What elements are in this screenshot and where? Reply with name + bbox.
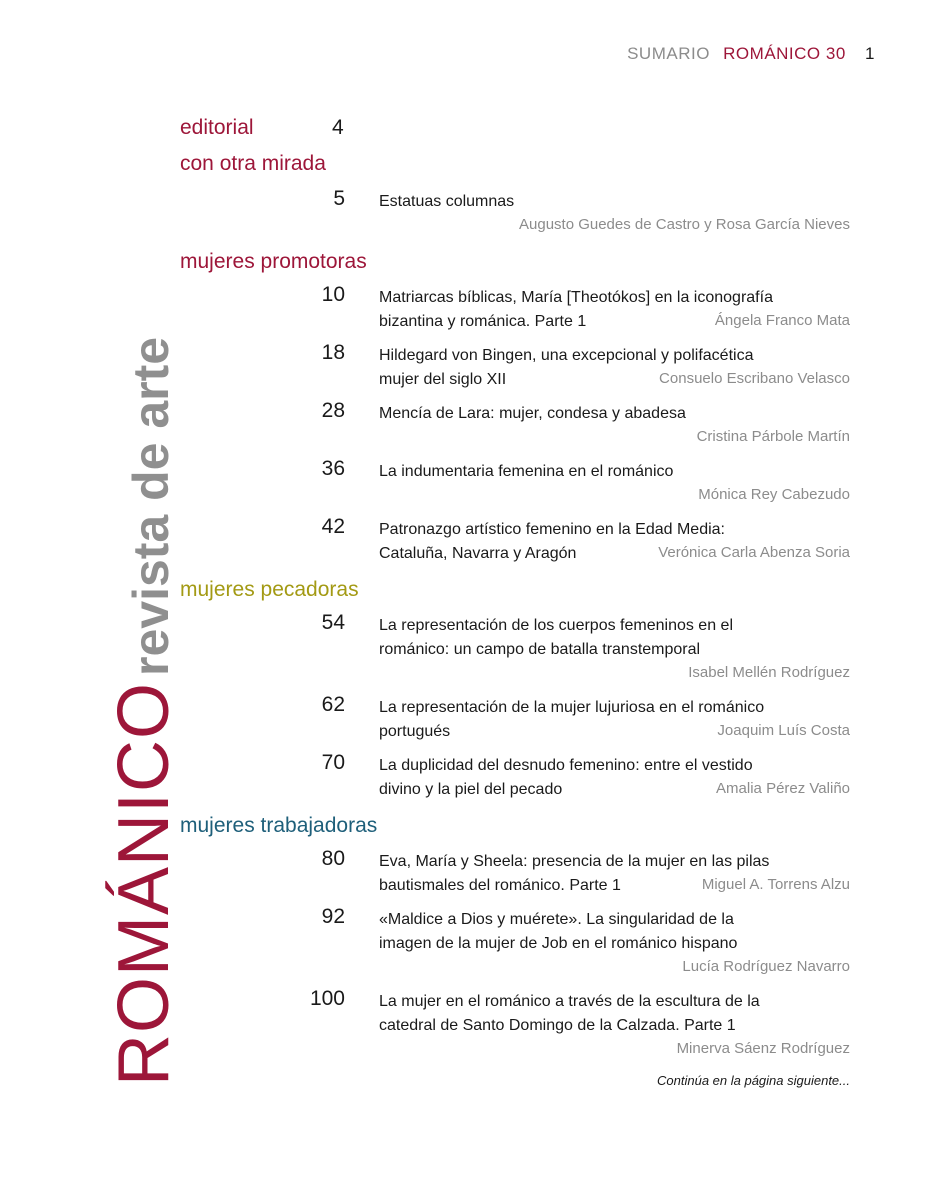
entry-title-line: mujer del siglo XII: [379, 371, 507, 388]
entry-author: Isabel Mellén Rodríguez: [688, 664, 850, 681]
entry-author: Joaquim Luís Costa: [717, 722, 850, 739]
entry-author: Consuelo Escribano Velasco: [659, 370, 850, 387]
entry-title-line: divino y la piel del pecado: [379, 781, 563, 798]
section-mujeres-trabajadoras: [180, 814, 377, 838]
entry-author: Mónica Rey Cabezudo: [698, 486, 850, 503]
entry-title-line: románico: un campo de batalla transtemporal: [379, 641, 701, 658]
header-page-number: 1: [865, 44, 875, 63]
entry-author: Lucía Rodríguez Navarro: [682, 958, 850, 975]
entry-author: Cristina Párbole Martín: [696, 428, 850, 445]
entry-title: [379, 990, 859, 1038]
entry-page-number: 62: [321, 693, 345, 716]
entry-title-line: bizantina y románica. Parte 1: [379, 313, 587, 330]
entry-author: Augusto Guedes de Castro y Rosa García Nieves: [519, 216, 850, 233]
entry-title-line: Eva, María y Sheela: presencia de la mujer en las pilas: [379, 853, 770, 870]
entry-author: Amalia Pérez Valiño: [716, 780, 850, 797]
entry-title: [379, 190, 859, 214]
entry-title-line: La mujer en el románico a través de la escultura de la: [379, 993, 760, 1010]
entry-title: [379, 402, 859, 426]
entry-page-number: 70: [321, 751, 345, 774]
entry-title-line: Hildegard von Bingen, una excepcional y polifacética: [379, 347, 754, 364]
entry-title-line: «Maldice a Dios y muérete». La singularidad de la: [379, 911, 734, 928]
entry-page-number: 100: [309, 987, 345, 1010]
continue-note: Continúa en la página siguiente...: [657, 1073, 850, 1088]
section-label: editorial: [180, 116, 254, 139]
spine-masthead: [104, 336, 184, 1086]
entry-page-number: 80: [321, 847, 345, 870]
masthead-tagline: revista de arte: [123, 336, 179, 676]
entry-title-line: bautismales del románico. Parte 1: [379, 877, 621, 894]
entry-title-line: La duplicidad del desnudo femenino: entre el vestido: [379, 757, 753, 774]
entry-title-line: La representación de la mujer lujuriosa en el románico: [379, 699, 765, 716]
entry-title-line: La indumentaria femenina en el románico: [379, 463, 674, 480]
entry-author: Verónica Carla Abenza Soria: [658, 544, 850, 561]
section-page-number: 4: [332, 116, 344, 139]
entry-page-number: 54: [321, 611, 345, 634]
entry-title-line: La representación de los cuerpos femeninos en el: [379, 617, 733, 634]
entry-author: Miguel A. Torrens Alzu: [701, 876, 850, 893]
entry-page-number: 10: [321, 283, 345, 306]
section-label: mujeres promotoras: [180, 250, 367, 273]
entry-page-number: 92: [321, 905, 345, 928]
header-section: SUMARIO: [627, 44, 710, 63]
section-label: con otra mirada: [180, 152, 326, 175]
section-con-otra-mirada: [180, 152, 326, 176]
section-editorial[interactable]: [180, 116, 344, 140]
entry-title-line: Mencía de Lara: mujer, condesa y abadesa: [379, 405, 686, 422]
running-header: [627, 44, 875, 64]
entry-author: Ángela Franco Mata: [714, 312, 850, 329]
entry-page-number: 42: [321, 515, 345, 538]
entry-title-line: portugués: [379, 723, 451, 740]
entry-title: [379, 908, 859, 956]
entry-page-number: 36: [321, 457, 345, 480]
entry-title-line: Estatuas columnas: [379, 193, 515, 210]
entry-page-number: 5: [333, 187, 345, 210]
section-label: mujeres trabajadoras: [180, 814, 378, 837]
entry-title: [379, 614, 859, 662]
entry-title-line: Patronazgo artístico femenino en la Edad Media:: [379, 521, 725, 538]
entry-title-line: Cataluña, Navarra y Aragón: [379, 545, 577, 562]
section-mujeres-pecadoras: [180, 578, 359, 602]
entry-title: [379, 460, 859, 484]
entry-title-line: catedral de Santo Domingo de la Calzada. Parte 1: [379, 1017, 736, 1034]
entry-page-number: 28: [321, 399, 345, 422]
section-mujeres-promotoras: [180, 250, 367, 274]
header-magazine: ROMÁNICO 30: [723, 44, 846, 63]
section-label: mujeres pecadoras: [180, 578, 359, 601]
entry-page-number: 18: [321, 341, 345, 364]
masthead-brand: ROMÁNICO: [104, 682, 184, 1086]
entry-title-line: imagen de la mujer de Job en el románico hispano: [379, 935, 738, 952]
entry-author: Minerva Sáenz Rodríguez: [676, 1040, 850, 1057]
entry-title-line: Matriarcas bíblicas, María [Theotókos] en la iconografía: [379, 289, 773, 306]
